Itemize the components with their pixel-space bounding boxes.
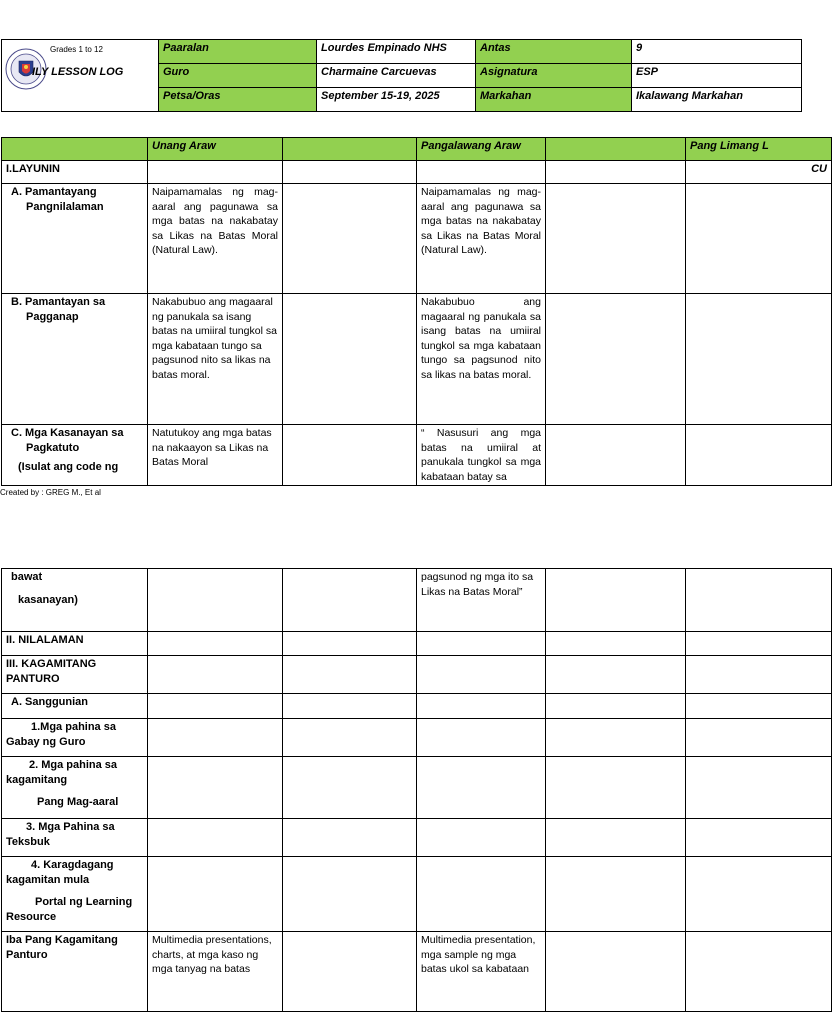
karagdagang-kagamitan-label: 4. Karagdagang kagamitan mula Portal ng Learning Resource <box>2 857 148 932</box>
kasanayan-day1: Natutukoy ang mga batas na nakaayon sa Likas na Batas Moral <box>148 425 283 486</box>
kasanayan-day2: “ Nasusuri ang mga batas na umiiral at panukala tungkol sa mga kabataan batay sa <box>417 425 546 486</box>
pagganap-day1: Nakabubuo ang magaaral ng panukala sa isang batas na umiiral tungkol sa mga kabataan tungo sa pagsunod nito sa likas na batas moral. <box>148 294 283 425</box>
pamantayang-pangnilalaman-label: A. Pamantayang Pangnilalaman <box>2 184 148 294</box>
gabay-guro-label: 1.Mga pahina sa Gabay ng Guro <box>2 719 148 757</box>
paaralan-value: Lourdes Empinado NHS <box>317 40 476 64</box>
markahan-label: Markahan <box>476 88 632 112</box>
kagamitang-mag-aaral-label: 2. Mga pahina sa kagamitang Pang Mag-aaral <box>2 757 148 819</box>
pamantayang-day1: Naipamamalas ng mag-aaral ang pagunawa sa mga batas na nakabatay sa Likas na Batas Moral (Natural Law). <box>148 184 283 294</box>
iba-kagamitan-day1: Multimedia presentations, charts, at mga kaso ng mga tanyag na batas <box>148 932 283 1012</box>
kagamitang-panturo-label: III. KAGAMITANG PANTURO <box>2 656 148 694</box>
credit-footer: Created by : GREG M., Et al <box>0 488 101 497</box>
school-logo-cell <box>2 40 159 112</box>
grades-label: Grades 1 to 12 <box>50 45 103 54</box>
guro-label: Guro <box>159 64 317 88</box>
day5-header: Pang Limang L <box>686 138 832 161</box>
pagganap-day2: Nakabubuo ang magaaral ng panukala sa isang batas na umiiral tungkol sa mga kabataan tungo sa pagsunod nito sa likas na batas moral. <box>417 294 546 425</box>
lesson-table-page1 <box>1 137 832 486</box>
nilalaman-label: II. NILALAMAN <box>2 632 148 656</box>
markahan-value: Ikalawang Markahan <box>632 88 802 112</box>
iba-pang-kagamitan-label: Iba Pang Kagamitang Panturo <box>2 932 148 1012</box>
paaralan-label: Paaralan <box>159 40 317 64</box>
day1-header: Unang Araw <box>148 138 283 161</box>
kasanayan-label: C. Mga Kasanayan sa Pagkatuto (Isulat ang code ng <box>2 425 148 486</box>
layunin-right: CU <box>686 161 832 184</box>
iba-kagamitan-day2: Multimedia presentation, mga sample ng mga batas ukol sa kabataan <box>417 932 546 1012</box>
header-table <box>1 39 802 112</box>
kasanayan-cont-label: bawat kasanayan) <box>2 569 148 632</box>
asignatura-value: ESP <box>632 64 802 88</box>
antas-value: 9 <box>632 40 802 64</box>
petsa-label: Petsa/Oras <box>159 88 317 112</box>
pamantayan-pagganap-label: B. Pamantayan sa Pagganap <box>2 294 148 425</box>
antas-label: Antas <box>476 40 632 64</box>
day2-header: Pangalawang Araw <box>417 138 546 161</box>
layunin-label: I.LAYUNIN <box>2 161 148 184</box>
guro-value: Charmaine Carcuevas <box>317 64 476 88</box>
lesson-table-page2 <box>1 568 832 1012</box>
pamantayang-day2: Naipamamalas ng mag-aaral ang pagunawa sa mga batas na nakabatay sa Likas na Batas Moral (Natural Law). <box>417 184 546 294</box>
kasanayan-cont-day2: pagsunod ng mga ito sa Likas na Batas Moral” <box>417 569 546 632</box>
sanggunian-label: A. Sanggunian <box>2 694 148 719</box>
asignatura-label: Asignatura <box>476 64 632 88</box>
lesson-log-title: ILY LESSON LOG <box>32 66 124 78</box>
petsa-value: September 15-19, 2025 <box>317 88 476 112</box>
teksbuk-label: 3. Mga Pahina sa Teksbuk <box>2 819 148 857</box>
